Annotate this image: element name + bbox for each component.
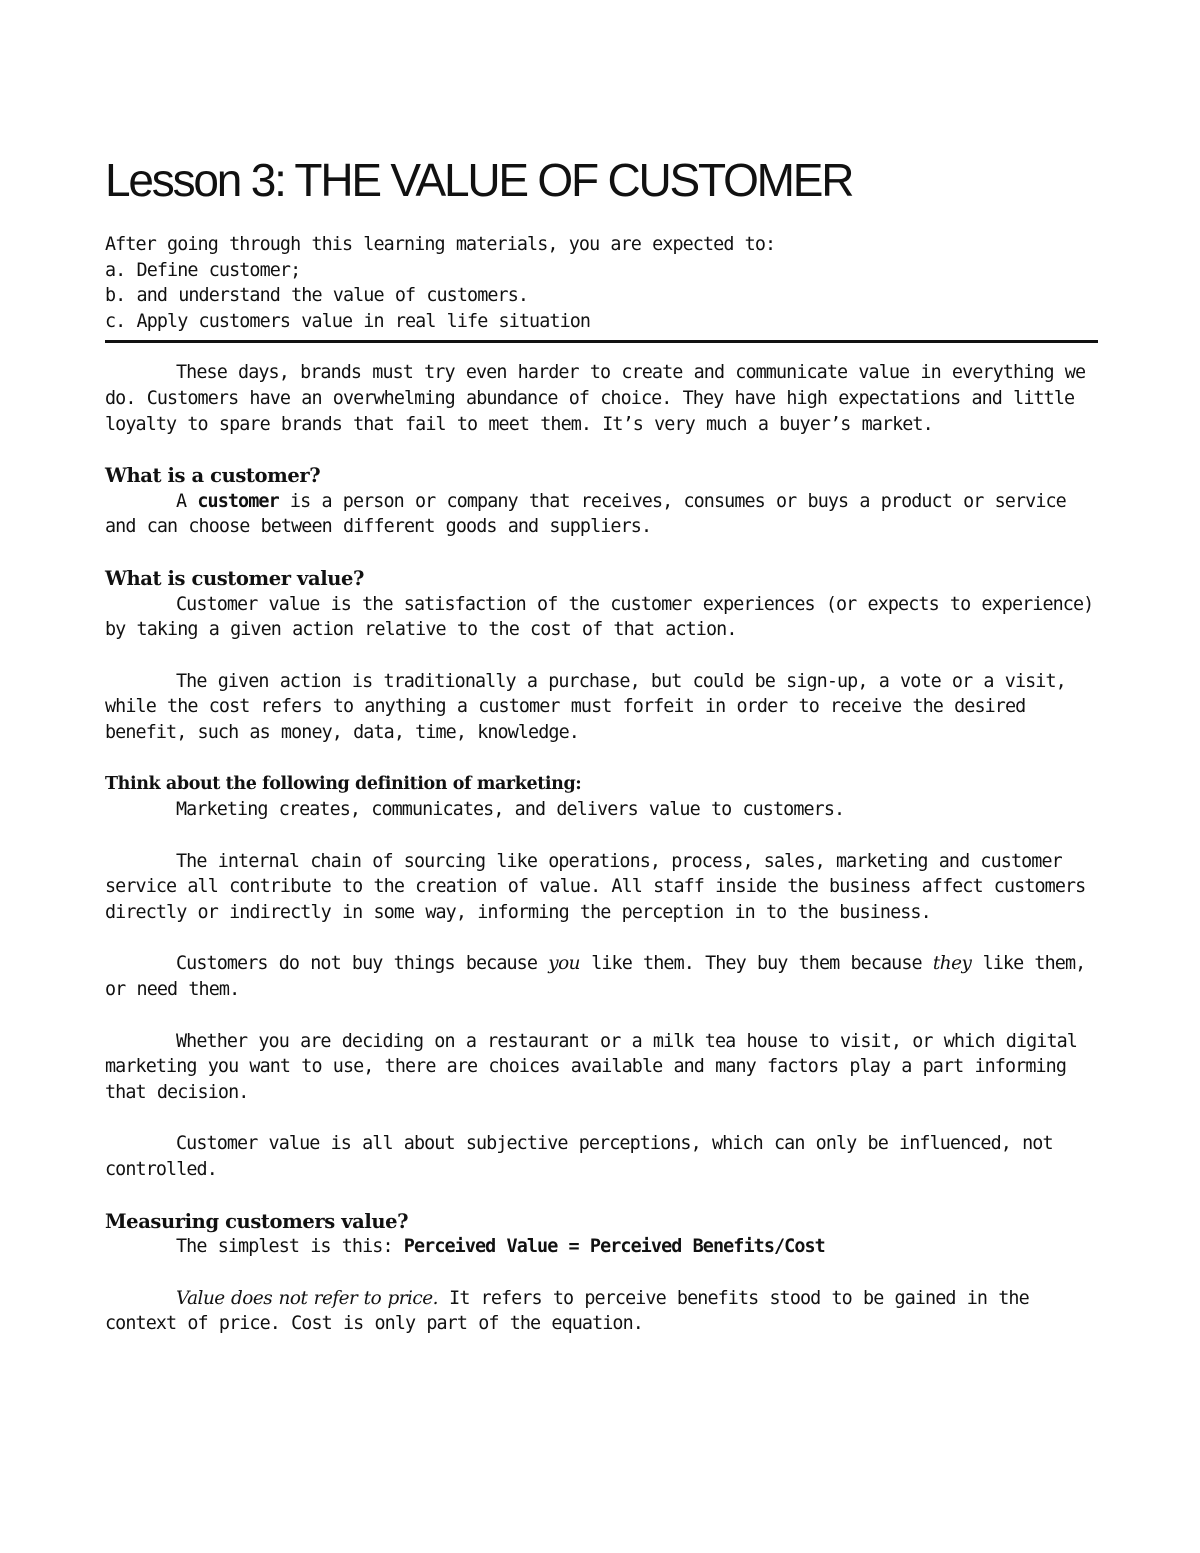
value-formula: Perceived Value = Perceived Benefits/Cost — [403, 1236, 825, 1258]
marketing-definition: Marketing creates, communicates, and delivers value to customers. — [176, 799, 845, 821]
heading-customer-value: What is customer value? — [105, 566, 365, 590]
objective-item: a. Define customer; — [105, 259, 301, 281]
objectives-intro: After going through this learning materials, you are expected to: — [105, 234, 776, 255]
customer-value-paragraph: Customer value is the satisfaction of the customer experiences (or expects to experience) by taking a given action relative to the cost of that action. — [105, 593, 1094, 641]
formula-line — [105, 1234, 1100, 1260]
subjective-perceptions-paragraph: Customer value is all about subjective perceptions, which can only be influenced, not controlled. — [105, 1133, 1053, 1181]
objective-item: c. Apply customers value in real life situation — [105, 310, 591, 332]
learning-objectives — [105, 232, 1100, 334]
given-action-paragraph: The given action is traditionally a purchase, but could be sign-up, a vote or a visit, while the cost refers to anything a customer must forfeit in order to receive the desired benefit, such as money, data, time, knowledge. — [105, 670, 1066, 743]
customers-buy-paragraph — [105, 951, 1100, 1002]
heading-marketing-definition: Think about the following definition of marketing: — [105, 773, 582, 794]
customer-definition-pre: A — [176, 490, 198, 512]
internal-chain-paragraph: The internal chain of sourcing like operations, process, sales, marketing and customer service all contribute to the creation of value. All staff inside the business affect customers directly or indirectly in some way, informing the perception in to the business. — [105, 850, 1086, 923]
customer-definition-post: is a person or company that receives, consumes or buys a product or service and can choose between different goods and suppliers. — [105, 490, 1066, 538]
price-note-emphasis: Value does not refer to price. — [176, 1287, 438, 1309]
customers-buy-text: like them, or need them. — [105, 953, 1086, 1001]
customers-buy-text: Customers do not buy things because — [176, 953, 549, 975]
objective-item: b. and understand the value of customers. — [105, 285, 529, 307]
emphasis-they: they — [932, 953, 972, 975]
customer-term: customer — [197, 490, 279, 512]
emphasis-you: you — [548, 953, 581, 975]
customer-definition — [105, 489, 1100, 540]
heading-what-is-customer: What is a customer? — [105, 464, 321, 488]
formula-intro: The simplest is this: — [176, 1236, 404, 1258]
price-note-paragraph — [105, 1286, 1100, 1337]
document-page — [105, 150, 1100, 1337]
price-note-text: It refers to perceive benefits stood to be gained in the context of price. Cost is only part of the equation. — [105, 1287, 1029, 1335]
intro-paragraph: These days, brands must try even harder to create and communicate value in everything we do. Customers have an overwhelming abundance of choice. They have high expectations and little loyalty to spare brands that fail to meet them. It’s very much a buyer’s market. — [105, 362, 1086, 435]
customers-buy-text: like them. They buy them because — [580, 953, 933, 975]
heading-measuring-value: Measuring customers value? — [105, 1209, 409, 1233]
deciding-paragraph: Whether you are deciding on a restaurant or a milk tea house to visit, or which digital marketing you want to use, there are choices available and many factors play a part informing that decision. — [105, 1030, 1077, 1103]
page-title: Lesson 3: THE VALUE OF CUSTOMER — [105, 154, 853, 206]
